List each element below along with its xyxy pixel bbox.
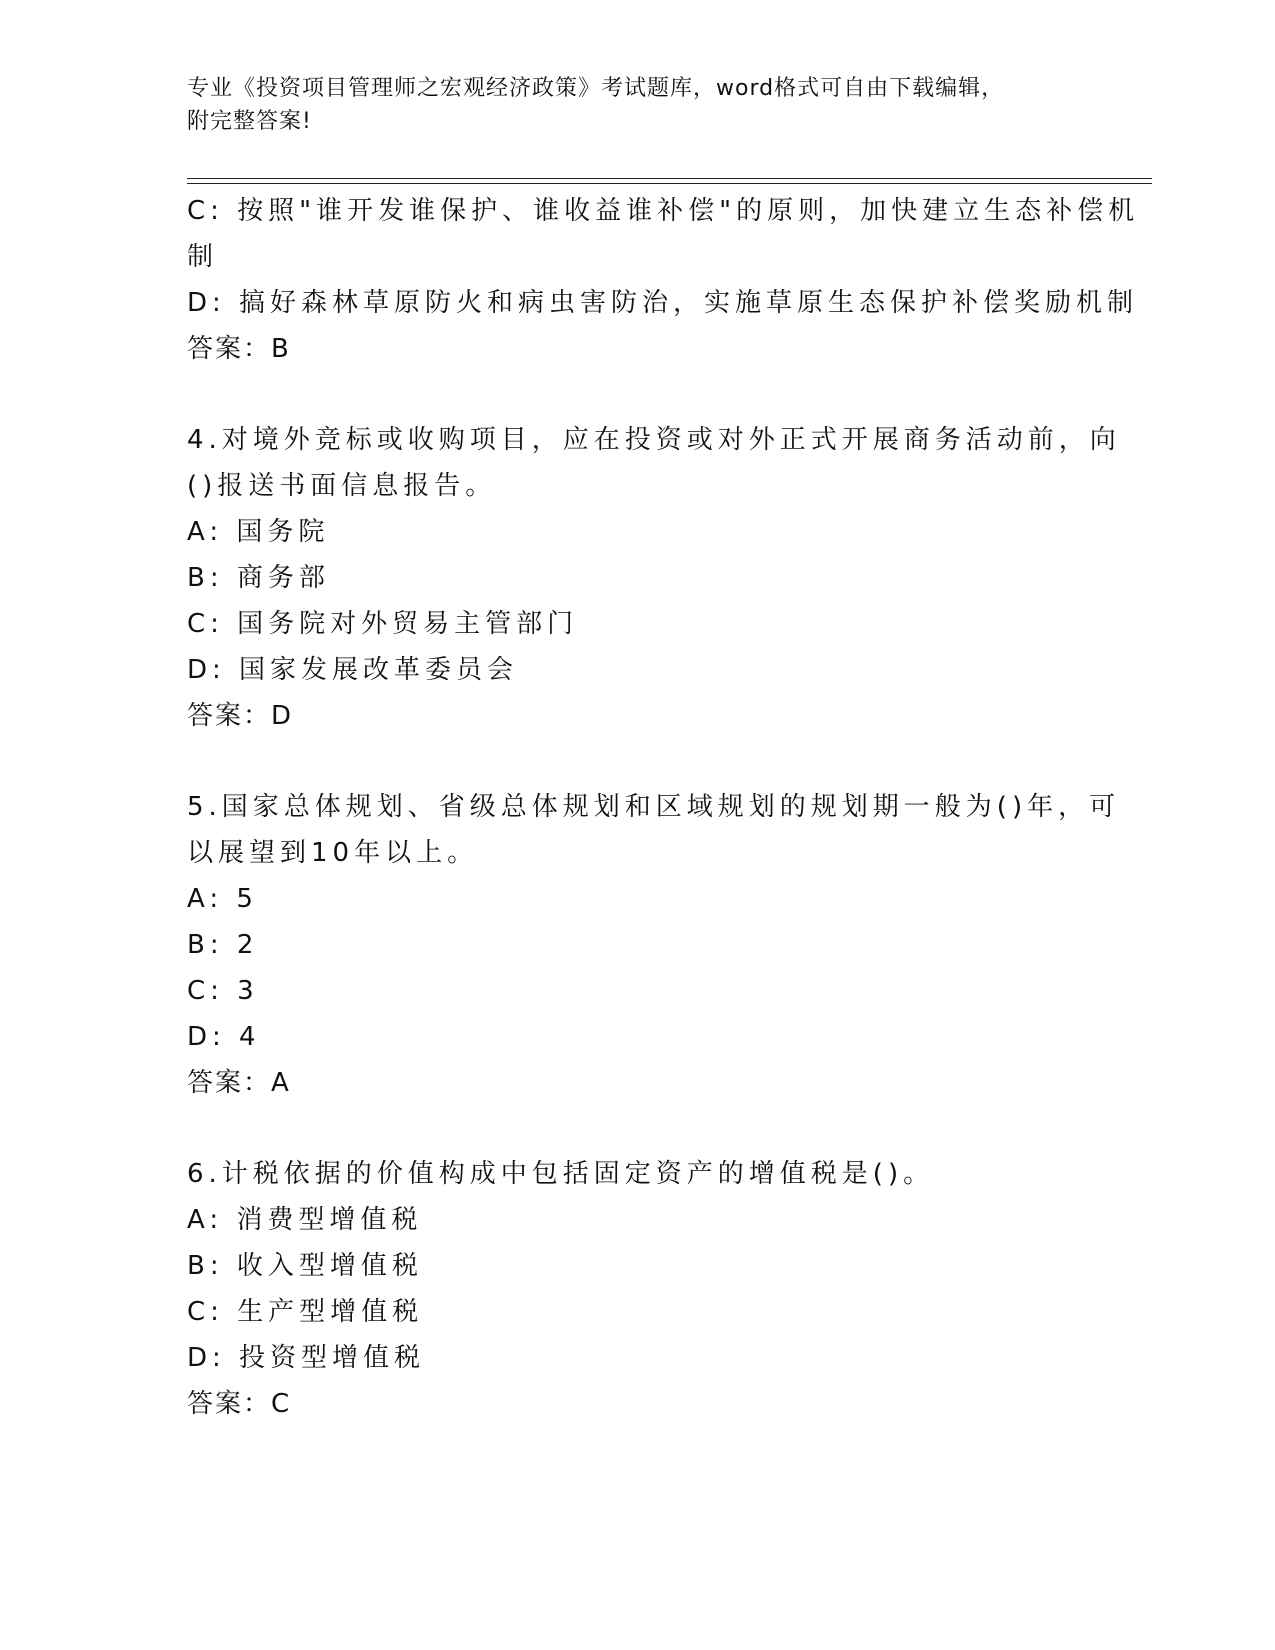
option-d: D: 投资型增值税 (187, 1343, 426, 1373)
answer-line: 答案：D (187, 701, 294, 731)
option-a: A: 5 (187, 884, 258, 914)
spacer (187, 739, 1087, 784)
question-3-continuation (187, 188, 1140, 372)
spacer (187, 372, 1087, 417)
question-6 (187, 1151, 1087, 1427)
option-c: C: 按照"谁开发谁保护、谁收益谁补偿"的原则，加快建立生态补偿机 (187, 196, 1140, 226)
header-line-2: 附完整答案! (187, 109, 312, 134)
option-a: A: 国务院 (187, 517, 330, 547)
option-c: C: 3 (187, 976, 259, 1006)
header-divider-top (187, 178, 1152, 179)
answer-line: 答案：C (187, 1389, 292, 1419)
question-4 (187, 417, 1121, 739)
option-c: C: 生产型增值税 (187, 1297, 424, 1327)
answer-line: 答案：A (187, 1068, 291, 1098)
question-stem-line: ()报送书面信息报告。 (187, 471, 497, 501)
option-c-wrap: 制 (187, 242, 219, 272)
header-line-1: 专业《投资项目管理师之宏观经济政策》考试题库，word格式可自由下载编辑， (187, 76, 1005, 101)
question-stem-line: 5.国家总体规划、省级总体规划和区域规划的规划期一般为()年，可 (187, 792, 1121, 822)
option-b: B: 收入型增值税 (187, 1251, 423, 1281)
option-b: B: 2 (187, 930, 259, 960)
question-5 (187, 784, 1121, 1106)
option-d: D: 搞好森林草原防火和病虫害防治，实施草原生态保护补偿奖励机制 (187, 288, 1139, 318)
option-a: A: 消费型增值税 (187, 1205, 423, 1235)
question-content (187, 188, 1140, 1427)
option-b: B: 商务部 (187, 563, 330, 593)
document-header (187, 72, 1067, 138)
spacer (187, 1106, 1087, 1151)
answer-line: 答案：B (187, 334, 291, 364)
question-stem-line: 6.计税依据的价值构成中包括固定资产的增值税是()。 (187, 1159, 935, 1189)
header-divider-bottom (187, 183, 1152, 184)
option-c: C: 国务院对外贸易主管部门 (187, 609, 579, 639)
question-stem-line: 以展望到10年以上。 (187, 838, 479, 868)
option-d: D: 4 (187, 1022, 261, 1052)
option-d: D: 国家发展改革委员会 (187, 655, 519, 685)
question-stem-line: 4.对境外竞标或收购项目，应在投资或对外正式开展商务活动前，向 (187, 425, 1121, 455)
